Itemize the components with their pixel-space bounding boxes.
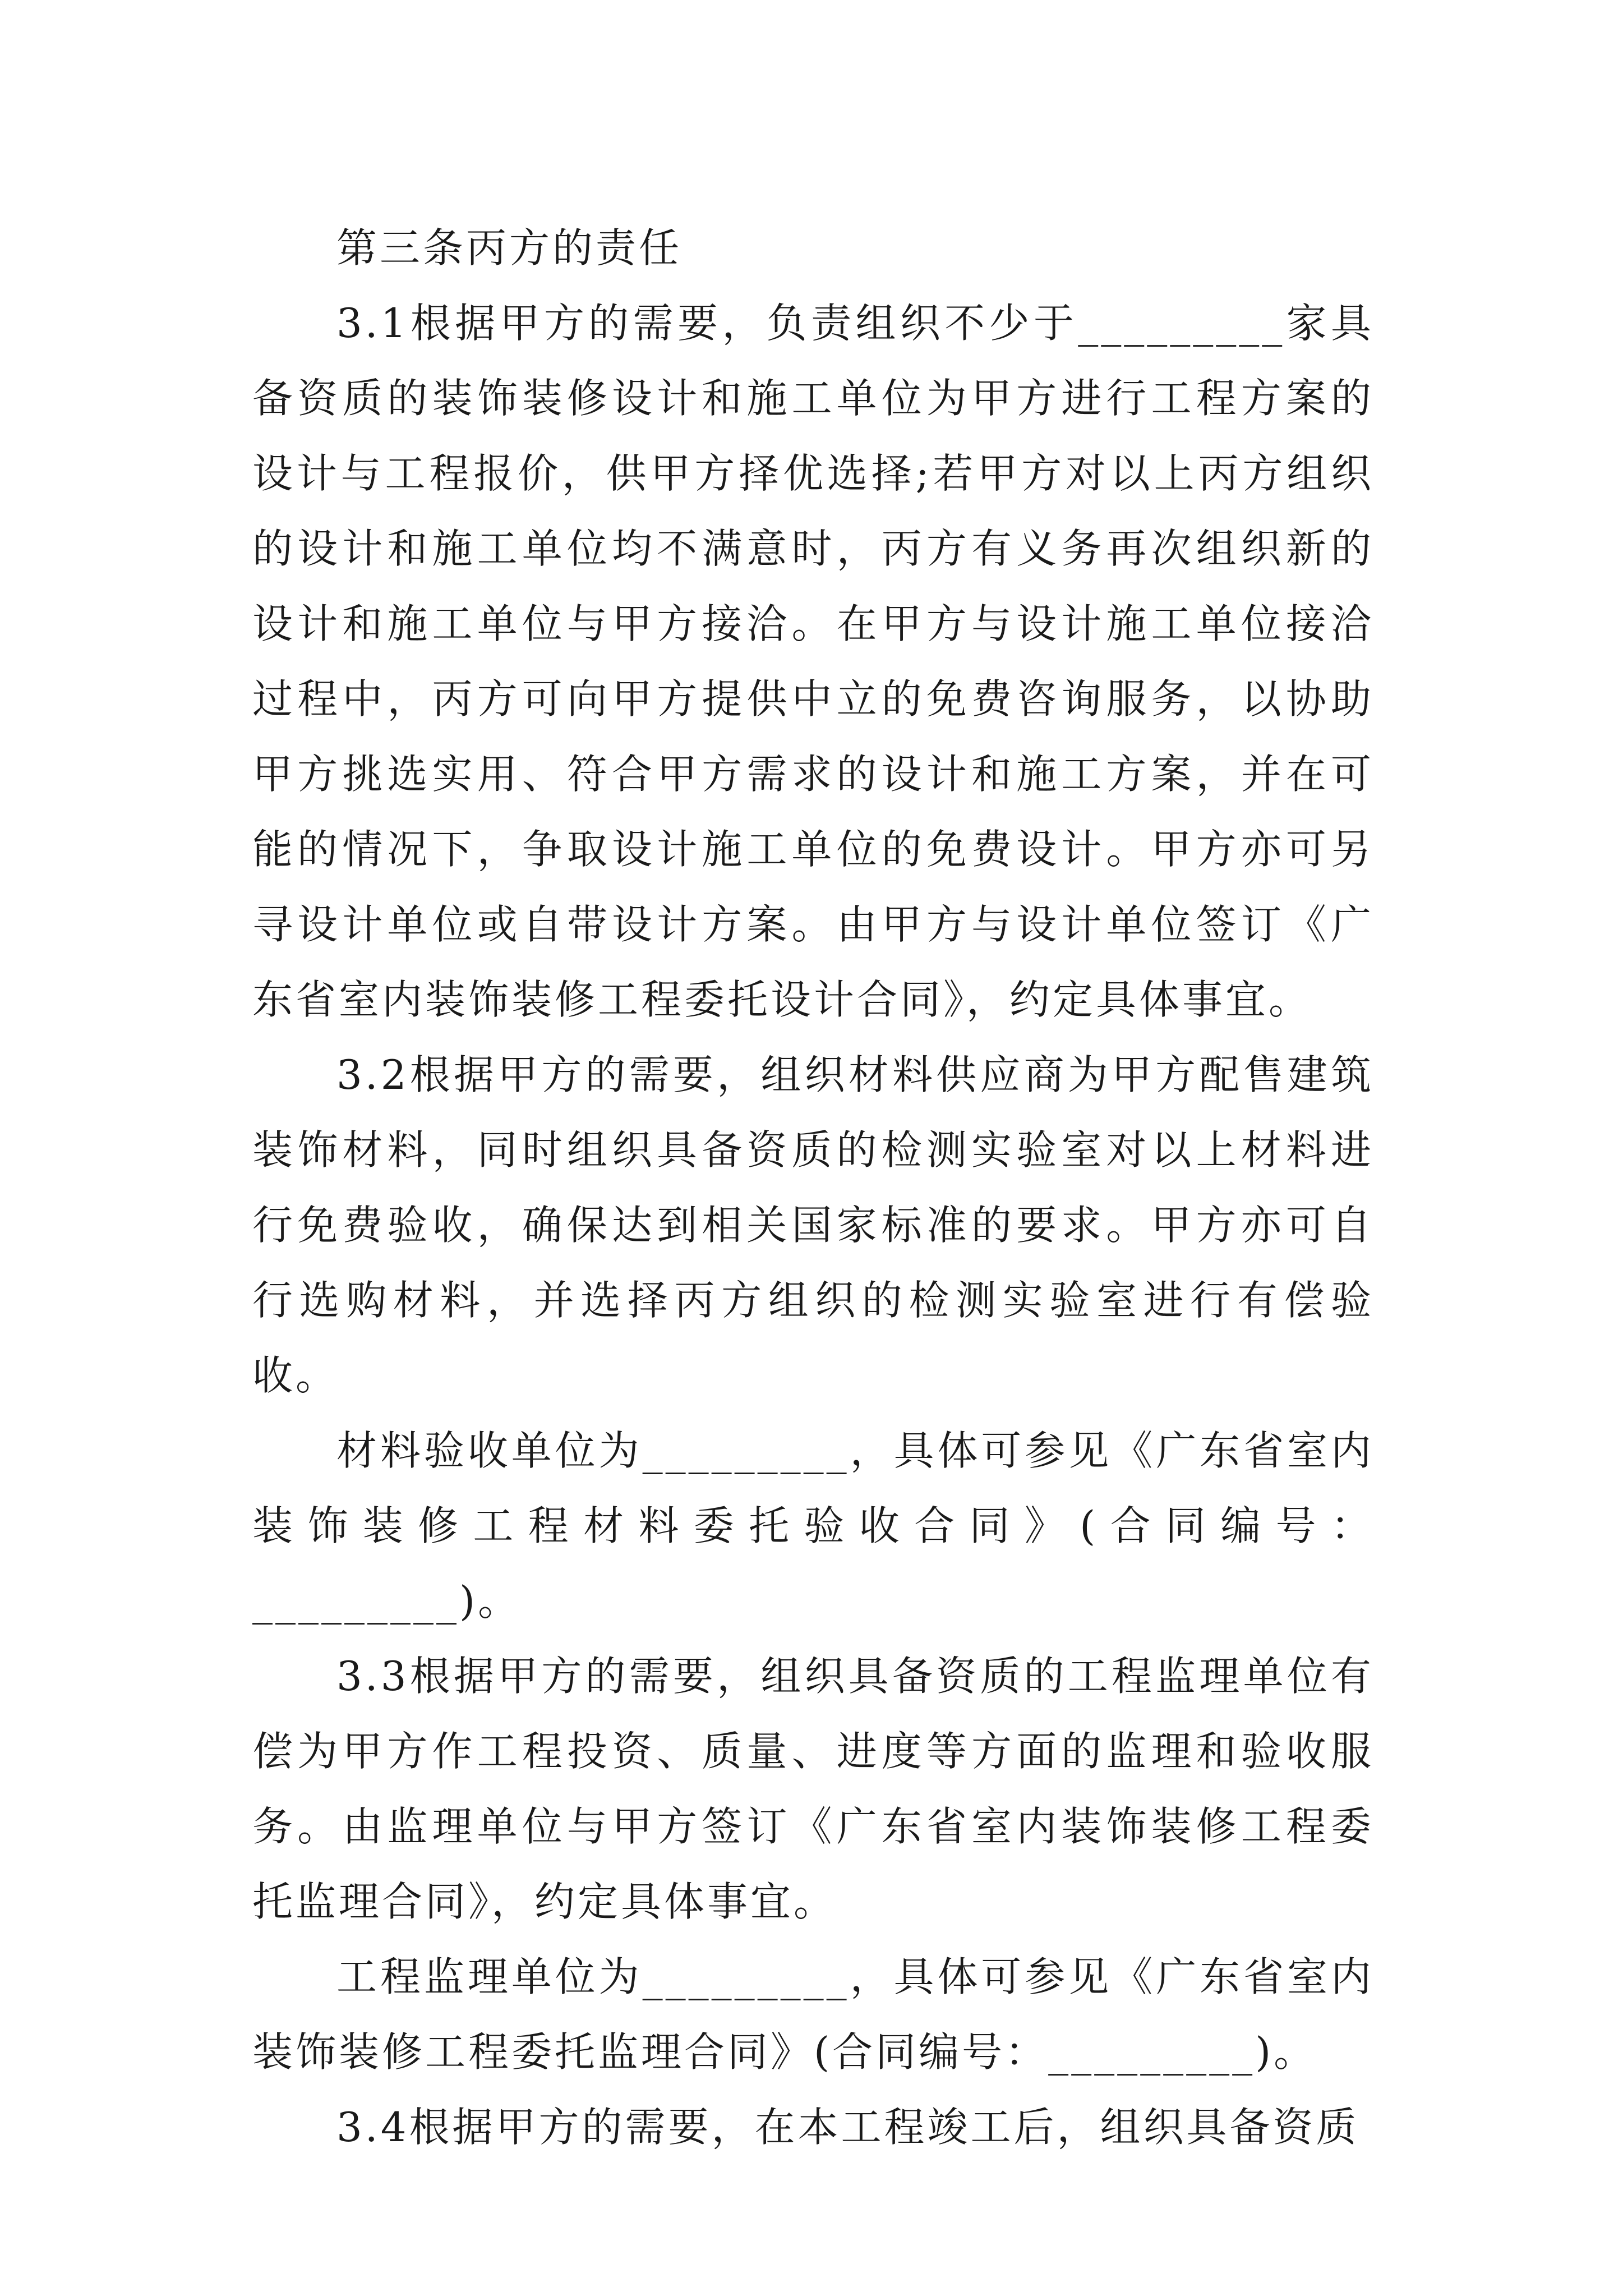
paragraph-3-3: 3.3根据甲方的需要，组织具备资质的工程监理单位有偿为甲方作工程投资、质量、进度等方面的监理和验收服务。由监理单位与甲方签订《广东省室内装饰装修工程委托监理合同》，约定具体事宜。 — [252, 1653, 1374, 1925]
paragraph-supervision-unit: 工程监理单位为_________，具体可参见《广东省室内装饰装修工程委托监理合同》(合同编号：_________)。 — [252, 1953, 1374, 2076]
paragraph-3-1: 3.1根据甲方的需要，负责组织不少于_________家具备资质的装饰装修设计和施工单位为甲方进行工程方案的设计与工程报价，供甲方择优选择;若甲方对以上丙方组织的设计和施工单位均不满意时，丙方有义务再次组织新的设计和施工单位与甲方接洽。在甲方与设计施工单位接洽过程中，丙方可向甲方提供中立的免费咨询服务，以协助甲方挑选实用、符合甲方需求的设计和施工方案，并在可能的情况下，争取设计施工单位的免费设计。甲方亦可另寻设计单位或自带设计方案。由甲方与设计单位签订《广东省室内装饰装修工程委托设计合同》，约定具体事宜。 — [252, 300, 1374, 1023]
document-page — [252, 210, 1374, 2165]
paragraph-material-inspection: 材料验收单位为_________，具体可参见《广东省室内装饰装修工程材料委托验收合同》(合同编号：_________)。 — [252, 1427, 1374, 1625]
section-heading: 第三条丙方的责任 — [336, 224, 683, 272]
paragraph-3-2: 3.2根据甲方的需要，组织材料供应商为甲方配售建筑装饰材料，同时组织具备资质的检测实验室对以上材料进行免费验收，确保达到相关国家标准的要求。甲方亦可自行选购材料，并选择丙方组织的检测实验室进行有偿验收。 — [252, 1051, 1374, 1399]
paragraph-3-4: 3.4根据甲方的需要，在本工程竣工后，组织具备资质 — [336, 2104, 1359, 2151]
